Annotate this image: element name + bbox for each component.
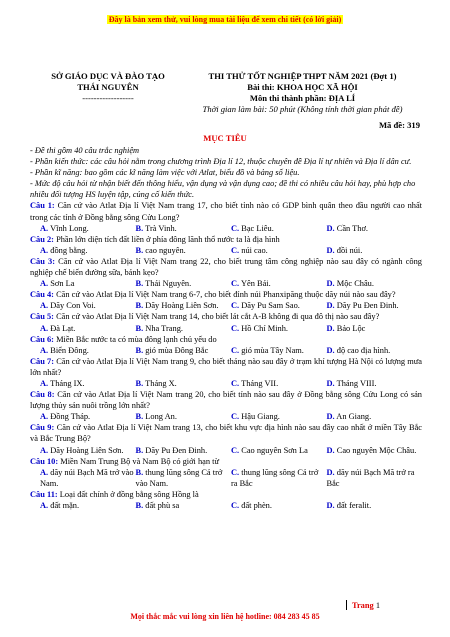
section-title: MỤC TIÊU [203, 133, 247, 143]
answer-option [136, 245, 232, 256]
option-letter: B. [135, 301, 144, 311]
question-text: Phần lớn diện tích đất liền ở phía đông lãnh thổ nước ta là địa hình [56, 234, 280, 244]
answer-option [40, 245, 136, 256]
option-letter: B. [135, 445, 144, 455]
answer-options [30, 467, 422, 489]
question-number: Câu 10: [30, 456, 59, 466]
answer-option [136, 500, 232, 511]
answer-option [231, 411, 327, 422]
page-word: Trang [352, 601, 374, 610]
question-text: Miền Bắc nước ta có mùa đông lạnh chủ yếu do [56, 334, 217, 344]
answer-option [231, 345, 327, 356]
answer-option [40, 278, 136, 289]
option-text: đất phèn. [241, 501, 272, 510]
question-stem [30, 489, 422, 500]
page-number: 1 [375, 601, 380, 610]
answer-option [136, 323, 232, 334]
option-text: Cao nguyên Mộc Châu. [336, 445, 417, 455]
option-letter: D. [326, 412, 335, 422]
option-text: Dãy Pu Đen Đinh. [145, 445, 208, 455]
objective-item: - Phần kĩ năng: bao gồm các kĩ năng làm việc với Atlat, biểu đồ và bảng số liệu. [30, 168, 300, 178]
answer-option [327, 345, 423, 356]
answer-option [231, 445, 327, 456]
answer-option [231, 300, 327, 311]
question-stem [30, 200, 422, 222]
exam-title: THI THỬ TỐT NGHIỆP THPT NĂM 2021 (Đợt 1) [208, 71, 397, 81]
question-number: Câu 11: [30, 489, 58, 499]
answer-option [40, 300, 136, 311]
subject-group: Bài thi: KHOA HỌC XÃ HỘI [247, 82, 358, 92]
bottom-banner-text: Mọi thắc mắc vui lòng xin liên hệ hotline: 084 283 45 85 [130, 612, 320, 621]
answer-option [40, 223, 136, 234]
question-block [30, 289, 422, 311]
answer-option [136, 278, 232, 289]
footer-divider [346, 600, 347, 610]
question-stem [30, 234, 422, 245]
answer-option [136, 445, 232, 456]
option-letter: D. [326, 223, 335, 233]
option-letter: A. [40, 467, 49, 477]
question-text: Căn cứ vào Atlat Địa lí Việt Nam trang 13, cho biết khu vực địa hình nào sau đây cao nhất ở miền Tây Bắc và Bắc Trung Bộ? [30, 423, 423, 444]
option-text: Hậu Giang. [241, 412, 280, 422]
option-text: đất feralit. [336, 501, 372, 510]
dept-name: SỞ GIÁO DỤC VÀ ĐÀO TẠO [51, 71, 165, 81]
question-text: Miền Nam Trung Bộ và Nam Bộ có giới hạn từ [60, 456, 220, 466]
option-letter: A. [40, 301, 49, 311]
option-text: thung lũng sông Cả trở vào Nam. [135, 467, 223, 488]
option-text: Đà Lạt. [50, 323, 76, 333]
option-text: Nha Trang. [145, 323, 183, 333]
option-text: Tháng VIII. [336, 378, 377, 388]
answer-options [30, 300, 422, 311]
option-letter: D. [326, 501, 335, 510]
question-stem [30, 356, 422, 378]
option-letter: A. [40, 279, 49, 289]
option-letter: C. [231, 445, 240, 455]
option-letter: C. [231, 301, 240, 311]
option-text: An Giang. [336, 412, 372, 422]
answer-option [40, 445, 136, 456]
option-letter: B. [135, 323, 144, 333]
question-stem [30, 334, 422, 345]
option-letter: A. [40, 378, 49, 388]
question-block [30, 334, 422, 356]
objective-item: - Phần kiến thức: các câu hỏi nằm trong chương trình Địa lí 12, thuộc chuyên đề Địa lí tự nhiên và Địa lí dân cư. [30, 157, 412, 167]
answer-option [327, 411, 423, 422]
question-text: Căn cứ vào Atlat Địa lí Việt Nam trang 14, cho biết lát cắt A-B không đi qua đô thị nào sau đây? [56, 312, 380, 322]
question-block [30, 389, 422, 422]
option-text: Yên Bái. [240, 279, 271, 289]
option-text: đồng bằng. [50, 245, 88, 255]
header-separator: ------------------ [82, 93, 134, 103]
answer-option [327, 378, 423, 389]
question-stem [30, 422, 422, 444]
option-text: thung lũng sông Cả trở ra Bắc [231, 467, 319, 488]
objectives [30, 145, 422, 200]
objective-item: - Đề thi gồm 40 câu trắc nghiệm [30, 146, 140, 155]
option-text: Vĩnh Long. [50, 223, 89, 233]
question-stem [30, 289, 422, 300]
option-letter: B. [135, 378, 144, 388]
province-name: THÁI NGUYÊN [77, 82, 139, 92]
option-letter: C. [231, 323, 240, 333]
option-letter: D. [326, 279, 335, 289]
question-number: Câu 7: [30, 356, 55, 366]
option-letter: D. [326, 345, 335, 355]
option-letter: D. [326, 378, 335, 388]
answer-option [231, 323, 327, 334]
question-stem [30, 456, 422, 467]
answer-option [231, 467, 327, 489]
question-block [30, 311, 422, 333]
answer-option [231, 245, 327, 256]
option-letter: B. [135, 245, 144, 255]
question-number: Câu 8: [30, 390, 55, 400]
answer-option [327, 323, 423, 334]
header-left [28, 71, 188, 104]
answer-option [136, 300, 232, 311]
option-text: Trà Vinh. [145, 223, 177, 233]
option-letter: B. [135, 345, 144, 355]
option-letter: A. [40, 445, 49, 455]
option-text: Đồng Tháp. [50, 412, 91, 422]
answer-options [30, 500, 422, 511]
answer-option [40, 467, 136, 489]
answer-option [136, 378, 232, 389]
option-text: đất mặn. [50, 501, 80, 510]
answer-options [30, 345, 422, 356]
answer-option [40, 345, 136, 356]
answer-option [136, 345, 232, 356]
question-stem [30, 389, 422, 411]
answer-options [30, 323, 422, 334]
answer-option [40, 411, 136, 422]
option-letter: C. [231, 223, 240, 233]
option-letter: C. [231, 412, 240, 422]
option-text: độ cao địa hình. [336, 345, 391, 355]
option-text: dãy núi Bạch Mã trở vào Nam. [40, 467, 134, 488]
page-label [352, 601, 380, 610]
answer-option [327, 245, 423, 256]
option-letter: A. [40, 223, 49, 233]
question-text: Căn cứ vào Atlat Địa lí Việt Nam trang 17, cho biết tỉnh nào có GDP bình quân theo đầu người cao nhất trong các tỉnh ở Đồng bằng sông Cửu Long? [30, 201, 423, 222]
top-banner-text: Đây là bản xem thử, vui lòng mua tài liệu để xem chi tiết (có lời giải) [108, 15, 342, 24]
option-letter: B. [135, 412, 144, 422]
exam-code: Mã đề: 319 [378, 120, 420, 130]
option-text: Tháng IX. [50, 378, 85, 388]
option-letter: D. [326, 245, 335, 255]
option-text: Cao nguyên Sơn La [241, 445, 308, 455]
answer-option [231, 500, 327, 511]
option-letter: B. [135, 279, 144, 289]
answer-options [30, 411, 422, 422]
top-banner [0, 15, 450, 24]
option-text: Biển Đông. [50, 345, 89, 355]
question-text: Căn cứ vào Atlat Địa lí Việt Nam trang 9, cho biết tháng nào sau đây ở trạm khí tượng Hà Nội có lượng mưa lớn nhất? [30, 356, 423, 377]
question-text: Loại đất chính ở đồng bằng sông Hồng là [59, 489, 199, 499]
option-letter: B. [135, 501, 144, 510]
option-letter: C. [231, 378, 240, 388]
option-letter: D. [326, 301, 335, 311]
option-text: Dãy Pu Sam Sao. [241, 301, 300, 311]
option-text: Thái Nguyên. [145, 279, 192, 289]
option-letter: C. [231, 501, 240, 510]
bottom-banner [0, 612, 450, 621]
answer-options [30, 245, 422, 256]
question-block [30, 356, 422, 389]
option-text: Dãy Pu Đen Đinh. [336, 301, 399, 311]
answer-option [231, 278, 327, 289]
subject: Môn thi thành phần: ĐỊA LÍ [249, 93, 356, 103]
option-text: Long An. [145, 412, 177, 422]
question-text: Căn cứ vào Atlat Địa lí Việt Nam trang 22, cho biết trung tâm công nghiệp nào sau đây có ngành công nghiệp chế biến đường sữa, bánh kẹo? [30, 256, 422, 278]
header-right [180, 71, 425, 115]
answer-option [327, 467, 423, 489]
question-stem [30, 256, 422, 278]
option-text: Bảo Lộc [336, 323, 366, 333]
question-number: Câu 1: [30, 201, 55, 211]
option-text: đất phù sa [145, 501, 180, 510]
answer-option [327, 223, 423, 234]
option-letter: B. [135, 467, 144, 477]
question-number: Câu 9: [30, 423, 55, 433]
option-letter: C. [231, 467, 240, 477]
option-letter: A. [40, 412, 49, 422]
option-text: Bạc Liêu. [241, 223, 274, 233]
objective-item: - Mức độ câu hỏi từ nhận biết đến thông hiểu, vận dụng và vận dụng cao; đề thi có nhiều câu hỏi hay, phù hợp cho nhiều đối tượng HS luyện tập, củng cố kiến thức. [30, 179, 416, 200]
question-number: Câu 4: [30, 290, 54, 300]
question-stem [30, 311, 422, 322]
question-block [30, 456, 422, 489]
answer-option [327, 278, 423, 289]
answer-option [327, 500, 423, 511]
question-number: Câu 6: [30, 334, 54, 344]
option-letter: A. [40, 501, 49, 510]
option-text: gió mùa Tây Nam. [241, 345, 304, 355]
answer-options [30, 278, 422, 289]
answer-option [231, 223, 327, 234]
option-letter: A. [40, 245, 49, 255]
option-text: đồi núi. [336, 245, 363, 255]
option-text: Dãy Hoàng Liên Sơn. [50, 445, 124, 455]
answer-option [136, 467, 232, 489]
option-text: dãy núi Bạch Mã trở ra Bắc [326, 467, 415, 488]
answer-options [30, 445, 422, 456]
question-block [30, 200, 422, 233]
answer-option [40, 500, 136, 511]
question-block [30, 422, 422, 455]
question-block [30, 489, 422, 511]
option-letter: A. [40, 345, 49, 355]
option-text: Tháng VII. [241, 378, 279, 388]
option-letter: A. [40, 323, 49, 333]
option-text: Tháng X. [145, 378, 177, 388]
answer-option [231, 378, 327, 389]
option-text: Sơn La [50, 279, 75, 289]
answer-option [40, 323, 136, 334]
question-number: Câu 2: [30, 234, 54, 244]
option-text: núi cao. [241, 245, 268, 255]
question-block [30, 256, 422, 289]
option-text: Dãy Hoàng Liên Sơn. [145, 301, 219, 311]
question-block [30, 234, 422, 256]
option-letter: C. [231, 345, 240, 355]
option-text: Cần Thơ. [336, 223, 369, 233]
question-text: Căn cứ vào Atlat Địa lí Việt Nam trang 6-7, cho biết đỉnh núi Phanxipăng thuộc dãy núi nào sau đây? [56, 290, 396, 300]
option-letter: B. [135, 223, 144, 233]
answer-options [30, 223, 422, 234]
option-text: gió mùa Đông Bắc [145, 345, 209, 355]
answer-option [327, 445, 423, 456]
answer-option [136, 411, 232, 422]
question-number: Câu 5: [30, 312, 54, 322]
option-letter: C. [231, 245, 240, 255]
answer-option [136, 223, 232, 234]
option-letter: D. [326, 467, 335, 477]
exam-time: Thời gian làm bài: 50 phút (Không tính thời gian phát đề) [202, 104, 403, 114]
option-letter: C. [231, 279, 240, 289]
answer-option [327, 300, 423, 311]
answer-options [30, 378, 422, 389]
answer-option [40, 378, 136, 389]
option-letter: D. [326, 323, 335, 333]
question-list [30, 200, 422, 511]
option-text: Mộc Châu. [336, 279, 374, 289]
option-text: Dãy Con Voi. [50, 301, 96, 311]
question-number: Câu 3: [30, 256, 55, 266]
option-letter: D. [326, 445, 335, 455]
question-text: Căn cứ vào Atlat Địa lí Việt Nam trang 20, cho biết tỉnh nào sau đây ở Đồng bằng sông Cửu Long có sản lượng thủy sản nuôi trồng lớn nhất? [30, 390, 422, 411]
document-body [30, 145, 422, 511]
option-text: cao nguyên. [145, 245, 186, 255]
option-text: Hồ Chí Minh. [241, 323, 289, 333]
